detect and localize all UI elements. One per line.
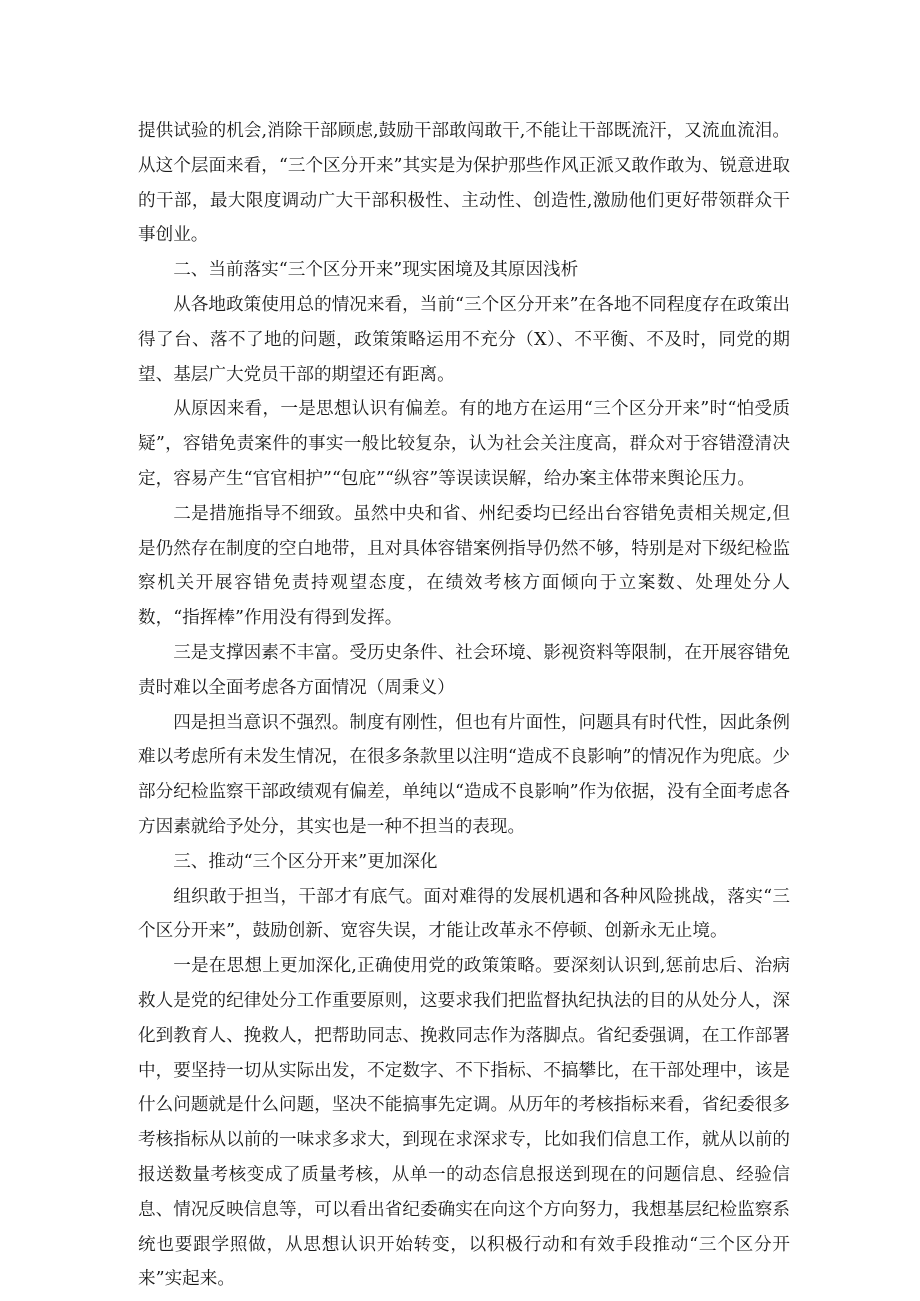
paragraph: 从原因来看，一是思想认识有偏差。有的地方在运用“三个区分开来”时“怕受质疑”，容错免责案件的事实一般比较复杂，认为社会关注度高，群众对于容错澄清决定，容易产生“官官相护”“包庇”“纵容”等误读误解，给办案主体带来舆论压力。	[138, 399, 790, 489]
section-heading: 二、当前落实“三个区分开来”现实困境及其原因浅析	[173, 260, 579, 281]
paragraph: 一是在思想上更加深化,正确使用党的政策策略。要深刻认识到,惩前忠后、治病救人是党的纪律处分工作重要原则，这要求我们把监督执纪执法的目的从处分人，深化到教育人、挽救人，把帮助同志、挽救同志作为落脚点。省纪委强调，在工作部署中，要坚持一切从实际出发，不定数字、不下指标、不搞攀比，在干部处理中，该是什么问题就是什么问题，坚决不能搞事先定调。从历年的考核指标来看，省纪委很多考核指标从以前的一味求多求大，到现在求深求专，比如我们信息工作，就从以前的报送数量考核变成了质量考核，从单一的动态信息报送到现在的问题信息、经验信息、情况反映信息等，可以看出省纪委确实在向这个方向努力，我想基层纪检监察系统也要跟学照做，从思想认识开始转变，以积极行动和有效手段推动“三个区分开来”实起来。	[138, 956, 790, 1290]
paragraph: 三是支撑因素不丰富。受历史条件、社会环境、影视资料等限制，在开展容错免责时难以全面考虑各方面情况（周秉义）	[138, 642, 790, 698]
paragraph: 二是措施指导不细致。虽然中央和省、州纪委均已经出台容错免责相关规定,但是仍然存在制度的空白地带，且对具体容错案例指导仍然不够，特别是对下级纪检监察机关开展容错免责持观望态度，在绩效考核方面倾向于立案数、处理处分人数，“指挥棒”作用没有得到发挥。	[138, 503, 790, 629]
paragraph: 从各地政策使用总的情况来看，当前“三个区分开来”在各地不同程度存在政策出得了台、落不了地的问题，政策策略运用不充分（X）、不平衡、不及时，同党的期望、基层广大党员干部的期望还有距离。	[138, 294, 790, 385]
paragraph: 四是担当意识不强烈。制度有刚性，但也有片面性，问题具有时代性，因此条例难以考虑所有未发生情况，在很多条款里以注明“造成不良影响”的情况作为兜底。少部分纪检监察干部政绩观有偏差，单纯以“造成不良影响”作为依据，没有全面考虑各方因素就给予处分，其实也是一种不担当的表现。	[138, 712, 790, 837]
paragraph: 提供试验的机会,消除干部顾虑,鼓励干部敢闯敢干,不能让干部既流汗，又流血流泪。从这个层面来看，“三个区分开来”其实是为保护那些作风正派又敢作敢为、锐意进取的干部，最大限度调动广大干部积极性、主动性、创造性,激励他们更好带领群众干事创业。	[138, 121, 790, 246]
document-body	[138, 114, 790, 1297]
section-heading: 三、推动“三个区分开来”更加深化	[173, 851, 438, 872]
paragraph: 组织敢于担当，干部才有底气。面对难得的发展机遇和各种风险挑战，落实“三个区分开来”，鼓励创新、宽容失误，才能让改革永不停顿、创新永无止境。	[138, 886, 790, 942]
